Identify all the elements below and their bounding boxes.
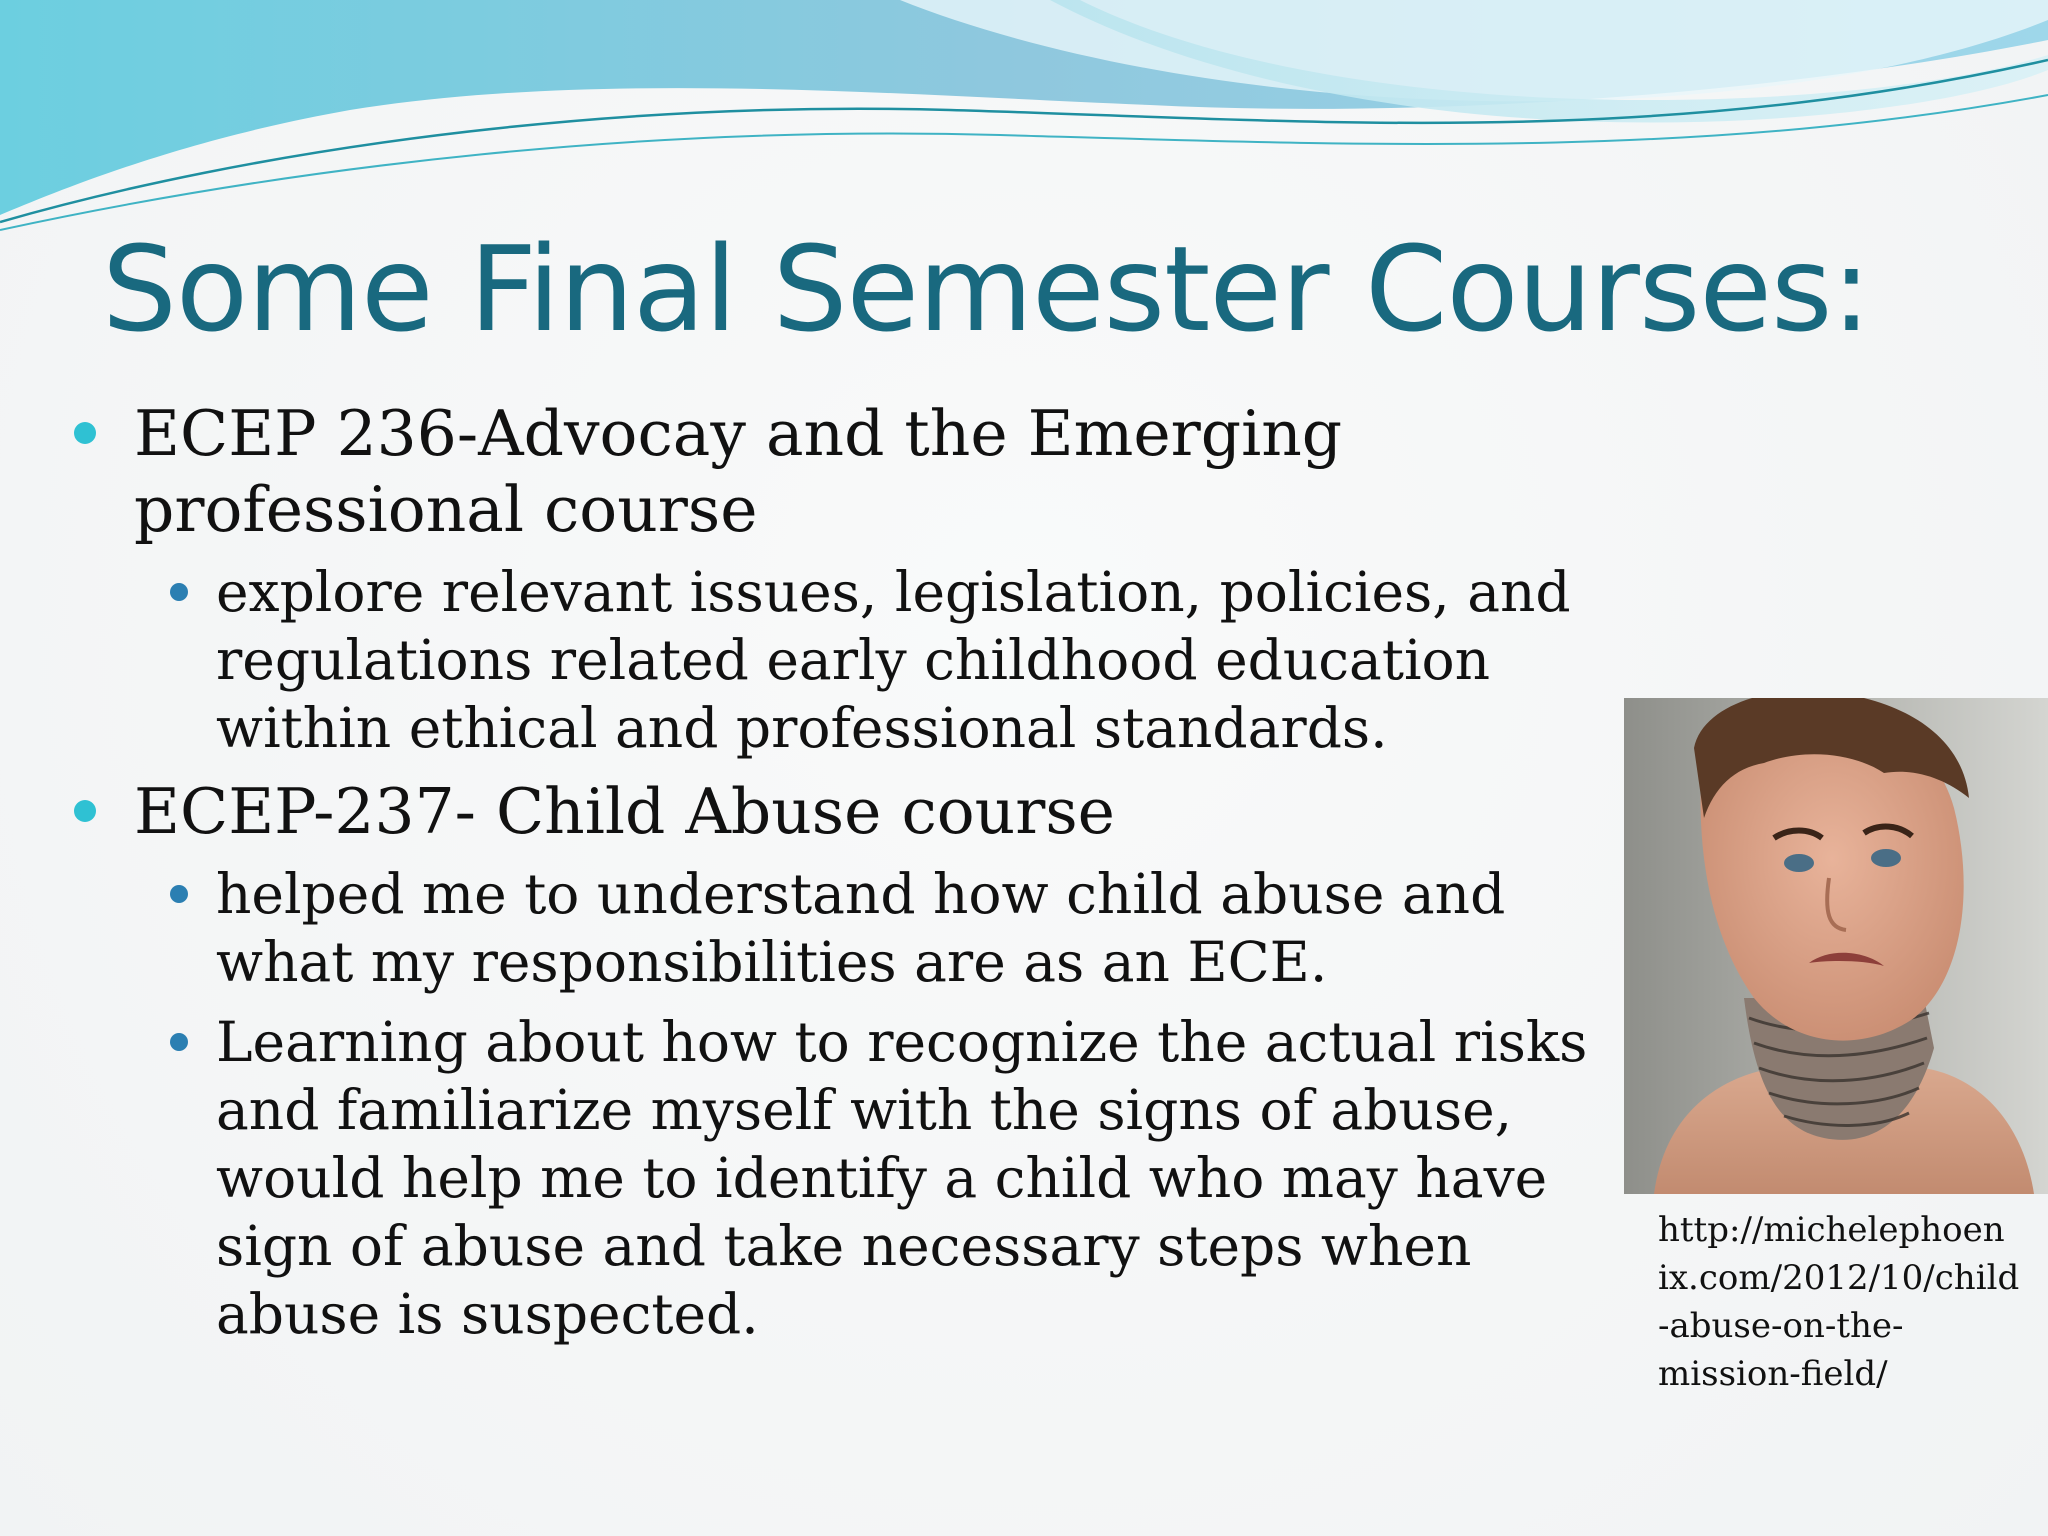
bullet-dot-icon [74,800,96,822]
bullet-dot-icon [74,422,96,444]
sub-bullet-dot-icon [170,583,188,601]
bullet-list [70,396,1610,1360]
bullet-item-ecep-237 [70,774,1610,850]
sub-bullet-item [216,1008,1610,1348]
sub-bullet-text: helped me to understand how child abuse and what my responsibilities are as an ECE. [216,862,1506,994]
bullet-text: ECEP 236-Advocay and the Emerging professional course [134,397,1343,546]
image-source-caption: http://michelephoen ix.com/2012/10/child -abuse-on-the- mission-field/ [1658,1210,2020,1394]
sub-bullet-text: Learning about how to recognize the actual risks and familiarize myself with the signs of abuse, would help me to identify a child who may have sign of abuse and take necessary steps when abuse is suspected. [216,1010,1588,1346]
bullet-item-ecep-236 [70,396,1610,548]
sub-bullet-text: explore relevant issues, legislation, policies, and regulations related early childhood education within ethical and professional standards. [216,560,1571,760]
slide-title: Some Final Semester Courses: [102,220,1871,358]
child-photo-illustration [1624,698,2048,1194]
sub-bullet-item [216,860,1610,996]
bullet-text: ECEP-237- Child Abuse course [134,775,1115,848]
sub-bullet-dot-icon [170,885,188,903]
child-photo [1624,698,2048,1194]
sub-bullet-dot-icon [170,1033,188,1051]
sub-bullet-item [216,558,1610,762]
header-wave-decoration [0,0,2048,240]
